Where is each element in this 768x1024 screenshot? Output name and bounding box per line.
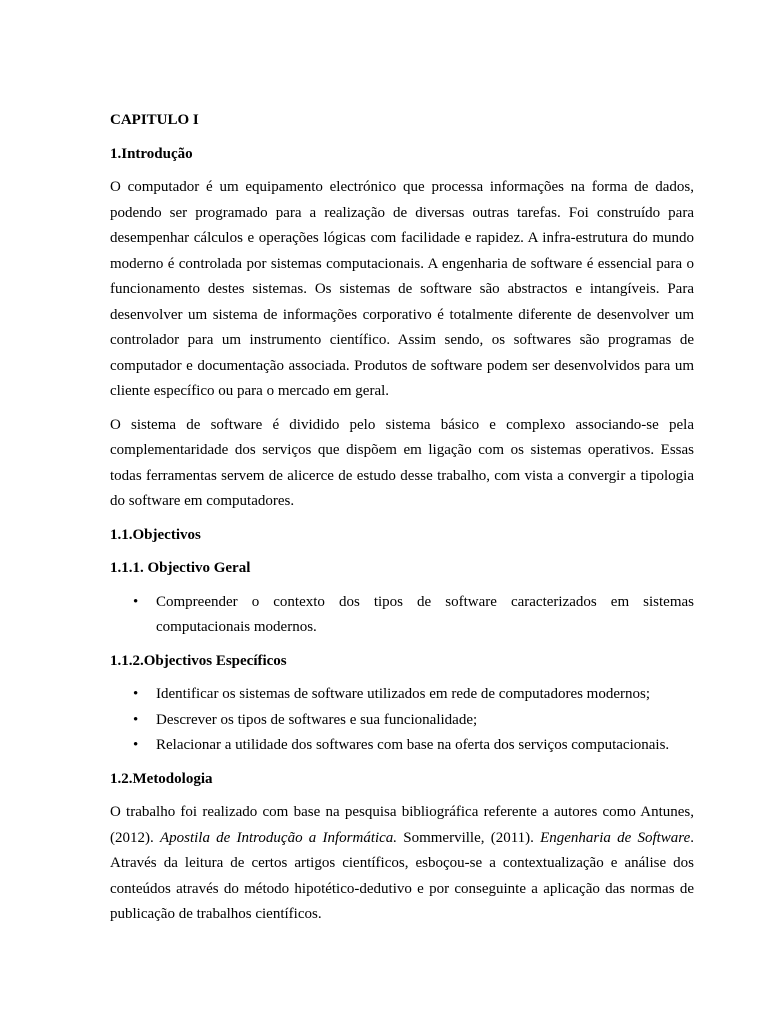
methodology-paragraph — [110, 800, 694, 928]
general-objective-list — [110, 590, 694, 641]
intro-paragraph-2: O sistema de software é dividido pelo sistema básico e complexo associando-se pela complementaridade dos serviços que dispõem em ligação com os sistemas operativos. Essas todas ferramentas servem de alicerce de estudo desse trabalho, com vista a convergir a tipologia do software em computadores. — [110, 416, 694, 509]
list-item — [133, 682, 694, 708]
general-objective-heading: 1.1.1. Objectivo Geral — [110, 560, 251, 576]
list-item-text: Descrever os tipos de softwares e sua funcionalidade; — [156, 711, 478, 728]
reference-title-1: Apostila de Introdução a Informática. — [159, 829, 398, 846]
document-page — [110, 108, 694, 936]
specific-objectives-list — [110, 682, 694, 759]
chapter-title: CAPITULO I — [110, 112, 199, 128]
list-item-text: Identificar os sistemas de software utilizados em rede de computadores modernos; — [156, 686, 651, 702]
list-item — [133, 708, 694, 734]
bullet-icon: • — [133, 737, 139, 753]
list-item-text: Relacionar a utilidade dos softwares com base na oferta dos serviços computacionais. — [156, 737, 670, 753]
methodology-text-2: Sommerville, (2011). — [397, 829, 541, 846]
intro-heading: 1.Introdução — [110, 145, 193, 162]
list-item — [133, 733, 694, 759]
intro-paragraph-1: O computador é um equipamento electrónico que processa informações na forma de dados, podendo ser programado para a realização de diversas outras tarefas. Foi construído para desempenhar cálculos e operações lógicas com facilidade e rapidez. A infra-estrutura do mundo moderno é controlada por sistemas computacionais. A engenharia de software é essencial para o funcionamento destes sistemas. Os sistemas de software são abstractos e intangíveis. Para desenvolver um sistema de informações corporativo é totalmente diferente de desenvolver um controlador para um instrumento científico. Assim sendo, os softwares são programas de computador e documentação associada. Produtos de software podem ser desenvolvidos para um cliente específico ou para o mercado em geral. — [110, 179, 694, 399]
specific-objectives-heading: 1.1.2.Objectivos Específicos — [110, 652, 287, 669]
methodology-text-1: O trabalho foi realizado com base na pesquisa bibliográfica referente a autores como Antunes, (2012). — [110, 804, 694, 846]
bullet-icon: • — [133, 593, 139, 610]
bullet-icon: • — [133, 686, 139, 702]
objectives-heading: 1.1.Objectivos — [110, 526, 201, 543]
list-item — [133, 590, 694, 641]
methodology-text-3: . Através da leitura de certos artigos científicos, esboçou-se a contextualização e análise dos conteúdos através do método hipotético-dedutivo e por conseguinte a aplicação das normas de publicação de trabalhos científicos. — [110, 829, 694, 922]
methodology-heading: 1.2.Metodologia — [110, 770, 213, 787]
reference-title-2: Engenharia de Software — [540, 829, 691, 846]
bullet-icon: • — [133, 711, 139, 728]
list-item-text: Compreender o contexto dos tipos de software caracterizados em sistemas computacionais modernos. — [156, 593, 694, 635]
